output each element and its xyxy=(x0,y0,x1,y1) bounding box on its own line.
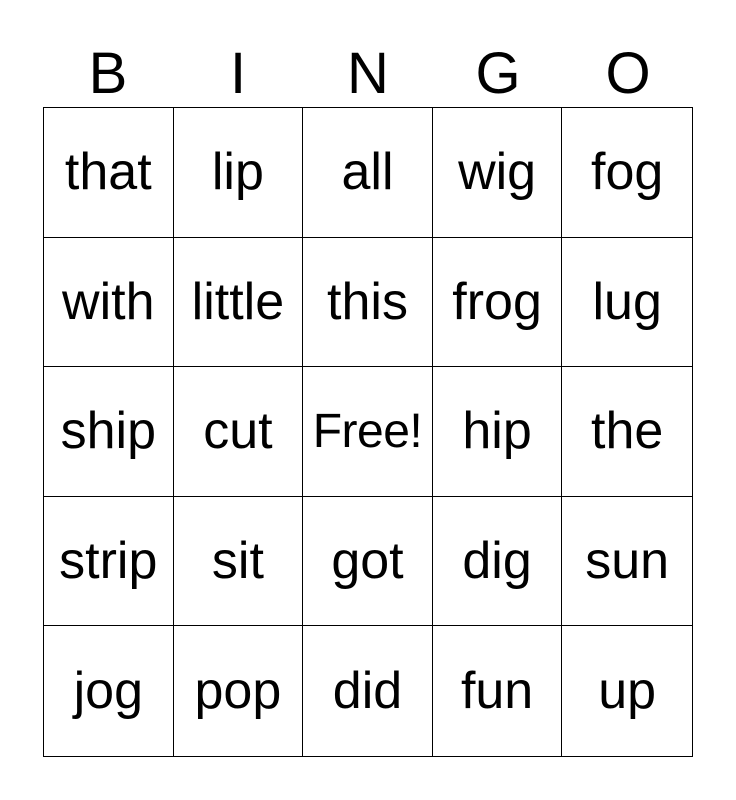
bingo-cell[interactable]: cut xyxy=(174,367,304,497)
bingo-cell[interactable]: ship xyxy=(44,367,174,497)
bingo-cell[interactable]: hip xyxy=(433,367,563,497)
header-letter-n: N xyxy=(347,41,389,106)
bingo-cell[interactable]: all xyxy=(303,108,433,238)
bingo-cell[interactable]: strip xyxy=(44,497,174,627)
bingo-cell[interactable]: that xyxy=(44,108,174,238)
bingo-cell[interactable]: jog xyxy=(44,626,174,756)
bingo-header xyxy=(43,40,693,108)
bingo-board xyxy=(43,107,693,757)
bingo-cell[interactable]: dig xyxy=(433,497,563,627)
bingo-cell[interactable]: sit xyxy=(174,497,304,627)
free-space-cell[interactable]: Free! xyxy=(303,367,433,497)
bingo-cell[interactable]: did xyxy=(303,626,433,756)
bingo-cell[interactable]: got xyxy=(303,497,433,627)
header-letter-i: I xyxy=(229,41,247,106)
bingo-cell[interactable]: up xyxy=(598,662,657,721)
bingo-cell[interactable]: with xyxy=(44,238,174,368)
bingo-cell[interactable]: pop xyxy=(174,626,304,756)
bingo-cell[interactable]: little xyxy=(174,238,304,368)
bingo-cell[interactable]: lug xyxy=(562,238,692,368)
bingo-cell[interactable]: wig xyxy=(433,108,563,238)
bingo-cell[interactable]: fog xyxy=(562,108,692,238)
header-letter-g: G xyxy=(475,41,521,106)
bingo-cell[interactable]: the xyxy=(562,367,692,497)
header-letter-b: B xyxy=(88,41,128,106)
bingo-cell[interactable]: frog xyxy=(433,238,563,368)
bingo-cell[interactable]: this xyxy=(303,238,433,368)
header-letter-o: O xyxy=(605,41,651,106)
bingo-cell[interactable]: fun xyxy=(433,626,563,756)
bingo-cell[interactable]: sun xyxy=(562,497,692,627)
bingo-cell[interactable]: lip xyxy=(174,108,304,238)
